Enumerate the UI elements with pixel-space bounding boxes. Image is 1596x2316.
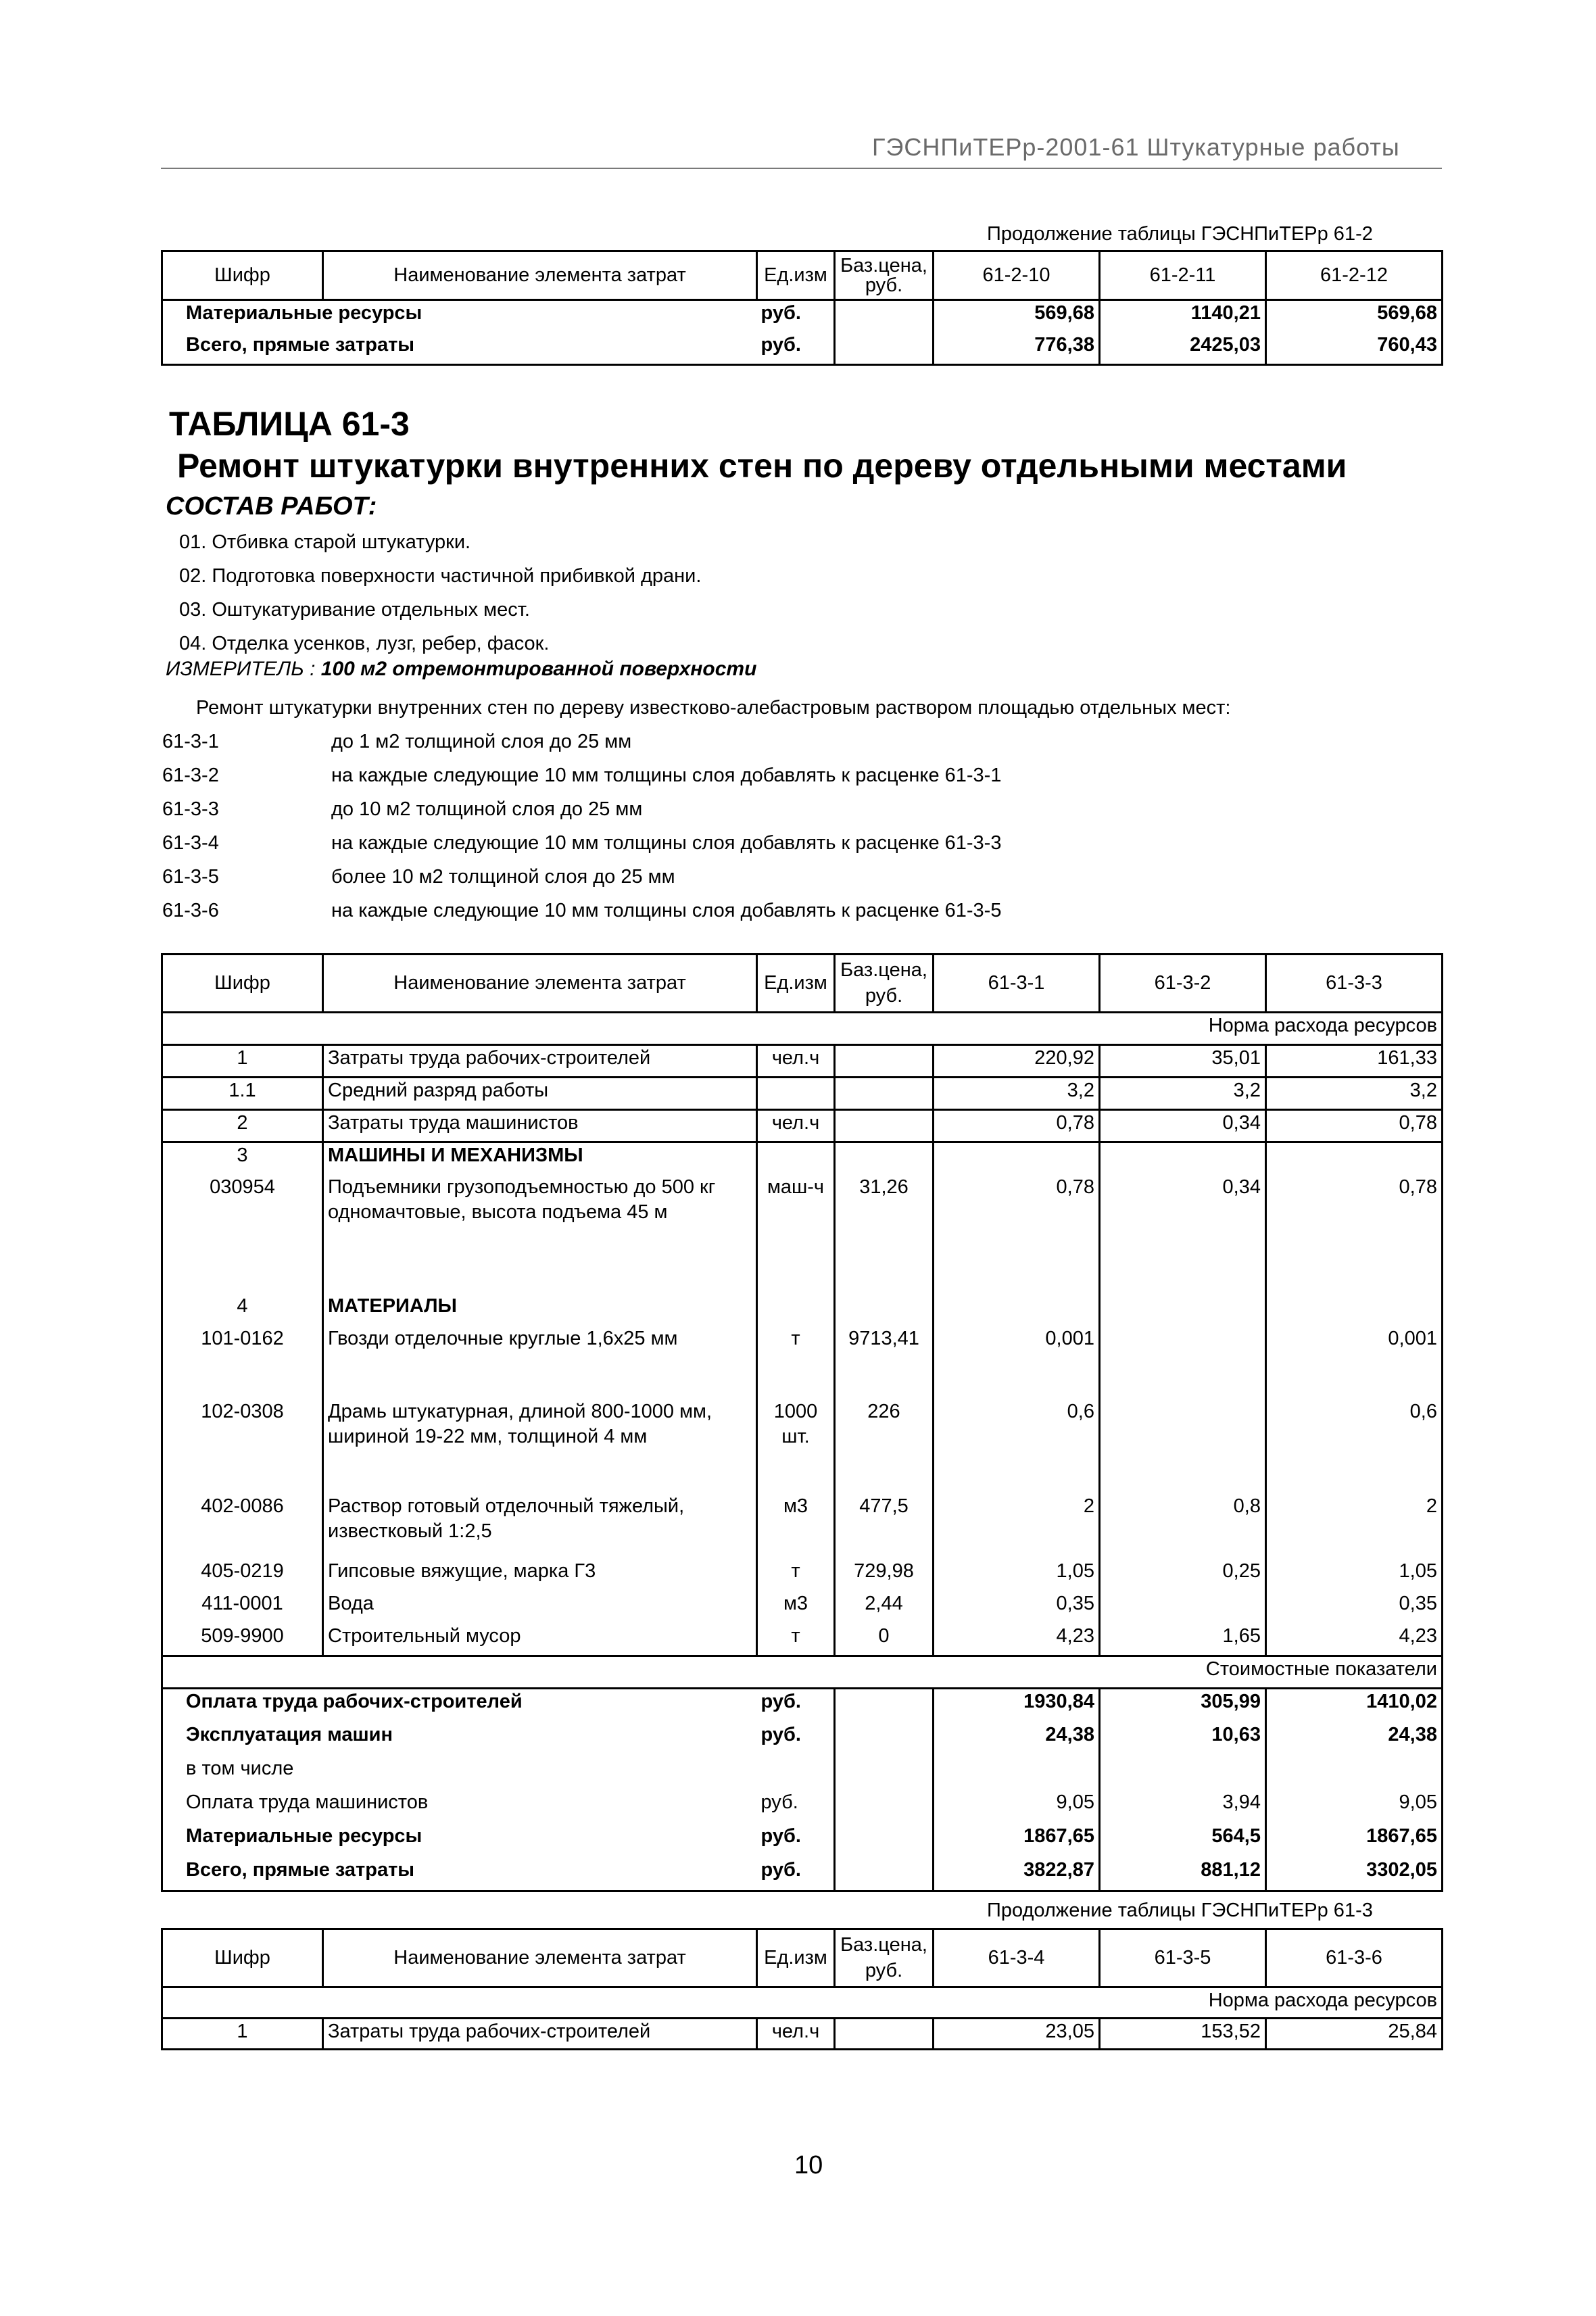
row-value: 0,6 xyxy=(1409,1400,1437,1422)
row-name: Вода xyxy=(323,1591,757,1624)
cost-row xyxy=(162,1858,1443,1891)
row-unit: чел.ч xyxy=(757,1110,835,1142)
table3-continuation-label: Продолжение таблицы ГЭСНПиТЕРр 61-3 xyxy=(987,1900,1373,1921)
row-price xyxy=(835,1045,934,1078)
col-header-name: Наименование элемента затрат xyxy=(323,251,757,300)
row-unit: руб. xyxy=(757,333,835,365)
row-price: 226 xyxy=(835,1399,934,1494)
table-row xyxy=(162,1045,1443,1078)
row-value: 3,2 xyxy=(1100,1078,1266,1110)
rate-code: 61-3-6 xyxy=(162,900,219,921)
row-value: 0,78 xyxy=(1399,1176,1437,1198)
table-61-3-subtitle: Ремонт штукатурки внутренних стен по дереву отдельными местами xyxy=(177,447,1347,485)
cost-row xyxy=(162,1790,1443,1824)
row-unit: т xyxy=(757,1559,835,1591)
table-61-3-continuation xyxy=(161,1928,1443,2050)
document-header-title: ГЭСНПиТЕРр-2001-61 Штукатурные работы xyxy=(872,133,1400,161)
row-name: Оплата труда рабочих-строителей xyxy=(186,1691,523,1712)
row-value: 2425,03 xyxy=(1100,333,1266,365)
rate-code: 61-3-1 xyxy=(162,731,219,752)
cost-row xyxy=(162,1689,1443,1722)
works-composition-heading: СОСТАВ РАБОТ: xyxy=(166,492,377,521)
col-header-code: Шифр xyxy=(162,955,323,1013)
row-code: 101-0162 xyxy=(162,1326,323,1399)
row-price: 2,44 xyxy=(835,1591,934,1624)
row-value xyxy=(1100,1399,1266,1494)
header-rule xyxy=(161,168,1442,169)
col-header-61-3-6: 61-3-6 xyxy=(1266,1929,1443,1987)
col-header-name: Наименование элемента затрат xyxy=(323,955,757,1013)
row-price xyxy=(835,1110,934,1142)
row-unit xyxy=(757,1078,835,1110)
col-header-61-3-3: 61-3-3 xyxy=(1266,955,1443,1013)
table-row xyxy=(162,300,1443,333)
row-value: 1410,02 xyxy=(1366,1691,1437,1712)
row-name: Материальные ресурсы xyxy=(186,302,422,324)
row-value: 0,8 xyxy=(1100,1494,1266,1559)
row-value: 25,84 xyxy=(1388,2021,1437,2042)
row-value: 0,78 xyxy=(934,1110,1100,1142)
work-item: 03. Оштукатуривание отдельных мест. xyxy=(179,599,530,621)
col-header-code: Шифр xyxy=(162,1929,323,1987)
table-row xyxy=(162,1494,1443,1559)
row-code: 3 xyxy=(162,1142,323,1175)
cost-row xyxy=(162,1722,1443,1756)
rate-text: до 10 м2 толщиной слоя до 25 мм xyxy=(331,798,643,820)
page-number: 10 xyxy=(794,2151,823,2179)
row-value: 4,23 xyxy=(1266,1624,1443,1656)
col-header-61-3-5: 61-3-5 xyxy=(1100,1929,1266,1987)
row-price: 31,26 xyxy=(835,1175,934,1294)
row-code: 102-0308 xyxy=(162,1399,323,1494)
cost-row xyxy=(162,1756,1443,1790)
row-code: 509-9900 xyxy=(162,1624,323,1656)
measure-label: ИЗМЕРИТЕЛЬ : xyxy=(166,658,316,680)
row-value xyxy=(1100,1591,1266,1624)
table-row xyxy=(162,1399,1443,1494)
row-value: 569,68 xyxy=(1377,302,1437,324)
row-name: Строительный мусор xyxy=(323,1624,757,1656)
rate-code: 61-3-3 xyxy=(162,798,219,820)
col-header-code: Шифр xyxy=(162,251,323,300)
row-unit: т xyxy=(757,1624,835,1656)
col-header-61-2-12: 61-2-12 xyxy=(1266,251,1443,300)
col-header-price: Баз.цена, руб. xyxy=(835,955,934,1013)
row-value: 0,35 xyxy=(934,1591,1100,1624)
measure-unit-line xyxy=(166,658,756,681)
row-value: 10,63 xyxy=(1100,1722,1266,1756)
col-header-unit: Ед.изм xyxy=(757,955,835,1013)
row-value: 2 xyxy=(1426,1495,1437,1517)
col-header-unit: Ед.изм xyxy=(757,1929,835,1987)
row-code: 405-0219 xyxy=(162,1559,323,1591)
row-value: 881,12 xyxy=(1100,1858,1266,1891)
row-unit: т xyxy=(757,1326,835,1399)
row-value: 220,92 xyxy=(934,1045,1100,1078)
row-name: Драмь штукатурная, длиной 800-1000 мм, шириной 19-22 мм, толщиной 4 мм xyxy=(323,1399,757,1494)
row-name: Затраты труда рабочих-строителей xyxy=(323,1045,757,1078)
row-value: 1867,65 xyxy=(934,1824,1100,1858)
row-value: 1867,65 xyxy=(1366,1825,1437,1847)
work-item: 04. Отделка усенков, лузг, ребер, фасок. xyxy=(179,633,550,654)
row-price: 0 xyxy=(835,1624,934,1656)
row-value: 3822,87 xyxy=(934,1858,1100,1891)
table-61-3-title: ТАБЛИЦА 61-3 xyxy=(169,405,410,443)
row-value: 0,6 xyxy=(934,1399,1100,1494)
row-value xyxy=(1100,1326,1266,1399)
col-header-61-2-10: 61-2-10 xyxy=(934,251,1100,300)
row-value: 305,99 xyxy=(1100,1689,1266,1722)
row-name: Затраты труда машинистов xyxy=(323,1110,757,1142)
row-value: 153,52 xyxy=(1100,2019,1266,2050)
row-value: 1140,21 xyxy=(1100,300,1266,333)
row-code: 2 xyxy=(162,1110,323,1142)
row-price: 9713,41 xyxy=(835,1326,934,1399)
row-value: 1,05 xyxy=(1399,1560,1437,1582)
row-value: 1,05 xyxy=(934,1559,1100,1591)
row-unit: руб. xyxy=(757,1858,835,1891)
row-unit: руб. xyxy=(757,1790,835,1824)
row-unit: руб. xyxy=(757,300,835,333)
row-unit: чел.ч xyxy=(757,2019,835,2050)
norm-section-label: Норма расхода ресурсов xyxy=(162,1013,1443,1045)
row-value: 35,01 xyxy=(1100,1045,1266,1078)
row-value: 1,65 xyxy=(1100,1624,1266,1656)
row-code: 411-0001 xyxy=(162,1591,323,1624)
col-header-price: Баз.цена, руб. xyxy=(835,251,934,300)
rate-text: на каждые следующие 10 мм толщины слоя добавлять к расценке 61-3-1 xyxy=(331,765,1002,786)
rate-text: на каждые следующие 10 мм толщины слоя добавлять к расценке 61-3-3 xyxy=(331,832,1002,854)
table-row xyxy=(162,1624,1443,1656)
row-value: 9,05 xyxy=(934,1790,1100,1824)
row-name: Всего, прямые затраты xyxy=(186,333,415,356)
row-value: 24,38 xyxy=(934,1722,1100,1756)
row-price xyxy=(835,1078,934,1110)
row-value: 564,5 xyxy=(1100,1824,1266,1858)
cost-row xyxy=(162,1824,1443,1858)
col-header-61-2-11: 61-2-11 xyxy=(1100,251,1266,300)
table-row xyxy=(162,333,1443,365)
row-value: 9,05 xyxy=(1399,1791,1437,1813)
row-unit: м3 xyxy=(757,1494,835,1559)
col-header-name: Наименование элемента затрат xyxy=(323,1929,757,1987)
row-name: Средний разряд работы xyxy=(323,1078,757,1110)
rate-text: на каждые следующие 10 мм толщины слоя добавлять к расценке 61-3-5 xyxy=(331,900,1002,921)
col-header-61-3-2: 61-3-2 xyxy=(1100,955,1266,1013)
table-row xyxy=(162,1110,1443,1142)
row-name: Оплата труда машинистов xyxy=(186,1791,429,1813)
row-name: Затраты труда рабочих-строителей xyxy=(323,2019,757,2050)
rates-intro: Ремонт штукатурки внутренних стен по дереву известково-алебастровым раствором площадью отдельных мест: xyxy=(196,697,1231,719)
row-name: Гипсовые вяжущие, марка Г3 xyxy=(323,1559,757,1591)
row-value: 0,78 xyxy=(934,1175,1100,1294)
row-value: 0,78 xyxy=(1266,1110,1443,1142)
table1-continuation-label: Продолжение таблицы ГЭСНПиТЕРр 61-2 xyxy=(987,223,1373,245)
table-row xyxy=(162,1294,1443,1326)
row-code: 1 xyxy=(162,2019,323,2050)
cost-section-label: Стоимостные показатели xyxy=(162,1656,1443,1689)
row-code: 402-0086 xyxy=(162,1494,323,1559)
col-header-61-3-1: 61-3-1 xyxy=(934,955,1100,1013)
row-value: 3,2 xyxy=(1266,1078,1443,1110)
table-row xyxy=(162,2019,1443,2050)
row-name: МАТЕРИАЛЫ xyxy=(323,1294,757,1326)
table-row xyxy=(162,1591,1443,1624)
rate-text: до 1 м2 толщиной слоя до 25 мм xyxy=(331,731,632,752)
row-value: 0,34 xyxy=(1100,1110,1266,1142)
table-row xyxy=(162,1078,1443,1110)
table-row xyxy=(162,1175,1443,1294)
row-value: 3302,05 xyxy=(1366,1858,1437,1881)
col-header-61-3-4: 61-3-4 xyxy=(934,1929,1100,1987)
row-unit: чел.ч xyxy=(757,1045,835,1078)
row-value: 4,23 xyxy=(934,1624,1100,1656)
row-unit: руб. xyxy=(757,1722,835,1756)
row-value: 3,2 xyxy=(934,1078,1100,1110)
table-61-3 xyxy=(161,953,1443,1892)
table-61-2-continuation xyxy=(161,250,1443,366)
row-name: Гвозди отделочные круглые 1,6х25 мм xyxy=(323,1326,757,1399)
row-price: 477,5 xyxy=(835,1494,934,1559)
row-value: 2 xyxy=(934,1494,1100,1559)
row-unit: руб. xyxy=(757,1824,835,1858)
rate-text: более 10 м2 толщиной слоя до 25 мм xyxy=(331,866,675,888)
row-value: 23,05 xyxy=(934,2019,1100,2050)
row-price: 729,98 xyxy=(835,1559,934,1591)
rate-code: 61-3-2 xyxy=(162,765,219,786)
table-row xyxy=(162,1142,1443,1175)
row-unit: м3 xyxy=(757,1591,835,1624)
col-header-unit: Ед.изм xyxy=(757,251,835,300)
norm-section-label: Норма расхода ресурсов xyxy=(162,1987,1443,2019)
row-value: 776,38 xyxy=(934,333,1100,365)
row-name: в том числе xyxy=(186,1757,294,1779)
rate-code: 61-3-4 xyxy=(162,832,219,854)
row-value: 3,94 xyxy=(1100,1790,1266,1824)
row-name: Материальные ресурсы xyxy=(186,1825,422,1847)
col-header-price: Баз.цена, руб. xyxy=(835,1929,934,1987)
row-value: 0,35 xyxy=(1399,1592,1437,1614)
row-code: 4 xyxy=(162,1294,323,1326)
row-value: 24,38 xyxy=(1388,1723,1437,1745)
row-unit: руб. xyxy=(757,1689,835,1722)
rate-code: 61-3-5 xyxy=(162,866,219,888)
row-name: Подъемники грузоподъемностью до 500 кг одномачтовые, высота подъема 45 м xyxy=(323,1175,757,1294)
table-row xyxy=(162,1559,1443,1591)
row-name: Эксплуатация машин xyxy=(186,1723,393,1745)
row-value: 0,25 xyxy=(1100,1559,1266,1591)
row-code: 030954 xyxy=(162,1175,323,1294)
work-item: 01. Отбивка старой штукатурки. xyxy=(179,531,471,553)
measure-value: 100 м2 отремонтированной поверхности xyxy=(320,658,757,680)
row-unit: 1000 шт. xyxy=(757,1399,835,1494)
row-code: 1.1 xyxy=(162,1078,323,1110)
row-value: 0,001 xyxy=(1388,1327,1437,1349)
table-row xyxy=(162,1326,1443,1399)
row-value: 569,68 xyxy=(934,300,1100,333)
row-value: 1930,84 xyxy=(934,1689,1100,1722)
row-value: 161,33 xyxy=(1266,1045,1443,1078)
row-value: 760,43 xyxy=(1377,333,1437,356)
row-unit: маш-ч xyxy=(757,1175,835,1294)
row-name: МАШИНЫ И МЕХАНИЗМЫ xyxy=(323,1142,757,1175)
row-value: 0,34 xyxy=(1100,1175,1266,1294)
row-value: 0,001 xyxy=(934,1326,1100,1399)
row-name: Раствор готовый отделочный тяжелый, известковый 1:2,5 xyxy=(323,1494,757,1559)
row-code: 1 xyxy=(162,1045,323,1078)
work-item: 02. Подготовка поверхности частичной прибивкой драни. xyxy=(179,565,702,587)
row-name: Всего, прямые затраты xyxy=(186,1858,415,1881)
